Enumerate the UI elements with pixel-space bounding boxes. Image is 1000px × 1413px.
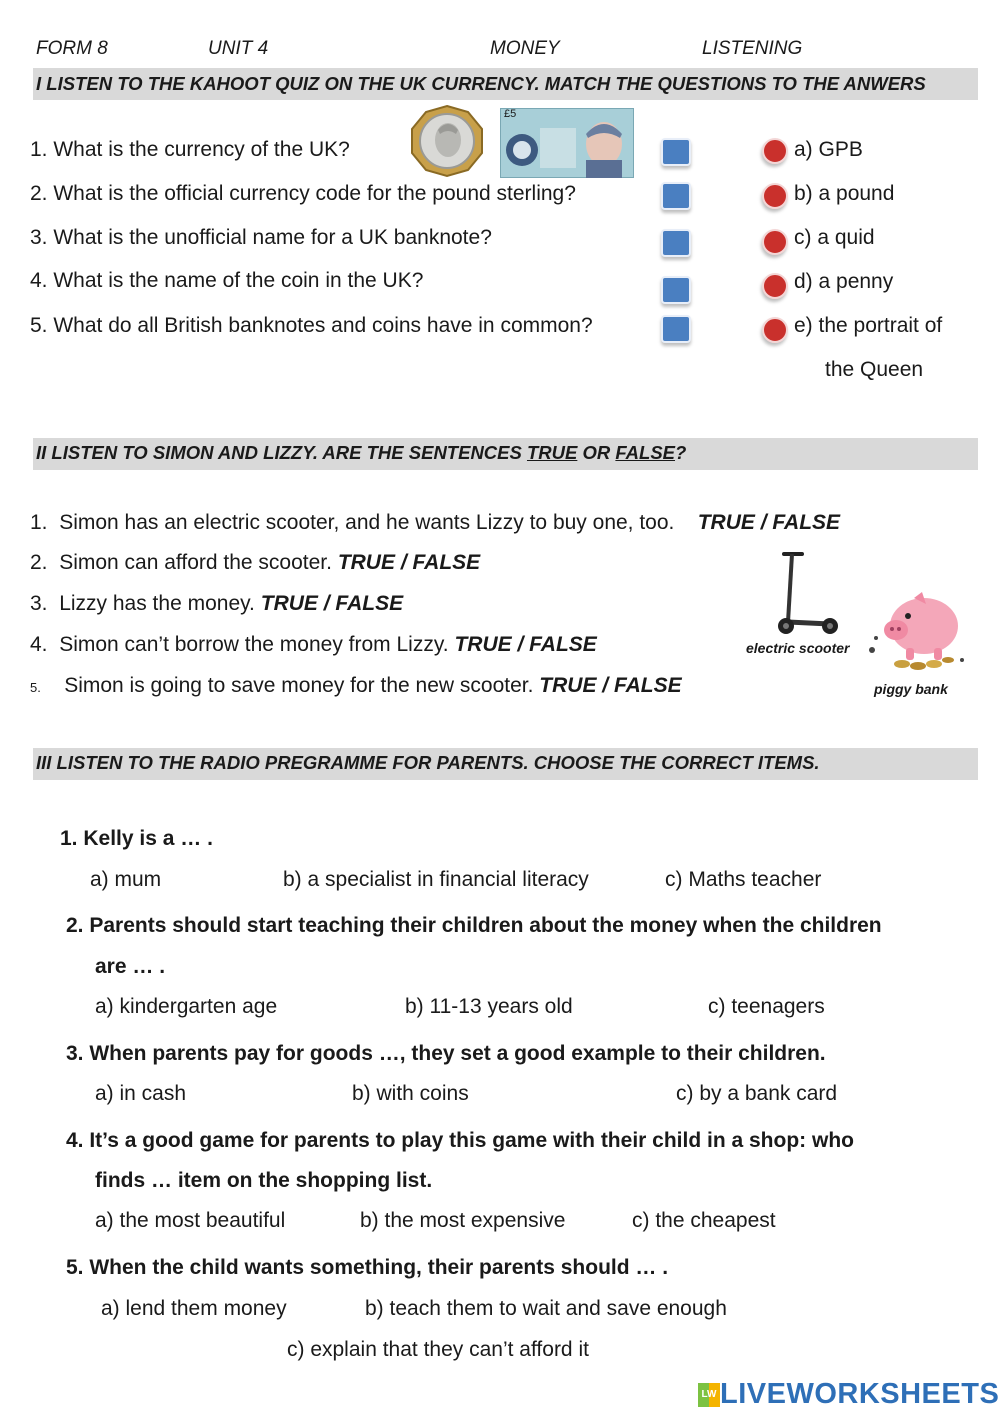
logo-badge-icon: LW (698, 1383, 720, 1407)
tf-statement-5: 5. Simon is going to save money for the new scooter. TRUE / FALSE (30, 674, 682, 697)
mc-q4-option-b[interactable]: b) the most expensive (360, 1209, 566, 1232)
tf-statement-1: 1. Simon has an electric scooter, and he wants Lizzy to buy one, too. TRUE / FALSE (30, 511, 841, 534)
mc-q5-option-c[interactable]: c) explain that they can’t afford it (287, 1338, 589, 1361)
tf-choice-2[interactable]: TRUE / FALSE (337, 551, 481, 574)
match-question-2: 2. What is the official currency code for the pound sterling? (30, 182, 576, 205)
unit-label: UNIT 4 (208, 38, 269, 59)
mc-q2-option-b[interactable]: b) 11-13 years old (405, 995, 573, 1018)
tf-choice-4[interactable]: TRUE / FALSE (454, 633, 597, 656)
mc-q1-option-b[interactable]: b) a specialist in financial literacy (283, 868, 589, 891)
match-dot-b[interactable] (762, 183, 788, 209)
tf-statement-4: 4. Simon can’t borrow the money from Lizzy. TRUE / FALSE (30, 633, 597, 656)
match-box-5[interactable] (661, 315, 691, 343)
note-denomination: £5 (504, 108, 517, 120)
mc-question-4-continued: finds … item on the shopping list. (95, 1169, 433, 1192)
tf-statement-3: 3. Lizzy has the money. TRUE / FALSE (30, 592, 404, 615)
mc-q3-option-a[interactable]: a) in cash (95, 1082, 187, 1105)
match-box-3[interactable] (661, 229, 691, 257)
mc-q1-option-a[interactable]: a) mum (90, 868, 162, 891)
electric-scooter-image (772, 550, 842, 636)
mc-q5-option-b[interactable]: b) teach them to wait and save enough (365, 1297, 727, 1320)
mc-q4-option-c[interactable]: c) the cheapest (632, 1209, 776, 1232)
match-answer-e-continued: the Queen (825, 358, 924, 381)
match-answer-a: a) GPB (794, 138, 863, 161)
section1-title: I LISTEN TO THE KAHOOT QUIZ ON THE UK CURRENCY. MATCH THE QUESTIONS TO THE ANWERS (36, 73, 926, 94)
logo-text: LIVEWORKSHEETS (720, 1378, 1000, 1410)
mc-q5-option-a[interactable]: a) lend them money (101, 1297, 287, 1320)
mc-question-5: 5. When the child wants something, their parents should … . (66, 1256, 669, 1279)
mc-question-4: 4. It’s a good game for parents to play this game with their child in a shop: who (66, 1129, 854, 1152)
tf-choice-3[interactable]: TRUE / FALSE (260, 592, 404, 615)
mc-q2-option-a[interactable]: a) kindergarten age (95, 995, 278, 1018)
mc-q2-option-c[interactable]: c) teenagers (708, 995, 825, 1018)
match-dot-c[interactable] (762, 229, 788, 255)
mc-q4-option-a[interactable]: a) the most beautiful (95, 1209, 286, 1232)
five-pound-note-image (500, 108, 634, 178)
form-label: FORM 8 (36, 38, 108, 59)
topic-label: MONEY (490, 38, 560, 59)
mc-question-2: 2. Parents should start teaching their children about the money when the children (66, 914, 882, 937)
match-dot-a[interactable] (762, 138, 788, 164)
match-dot-d[interactable] (762, 273, 788, 299)
match-question-5: 5. What do all British banknotes and coins have in common? (30, 314, 593, 337)
mc-question-1: 1. Kelly is a … . (60, 827, 213, 850)
mc-question-2-continued: are … . (95, 955, 166, 978)
match-box-2[interactable] (661, 182, 691, 210)
pound-coin-image (408, 104, 486, 178)
liveworksheets-logo (698, 1378, 999, 1411)
match-answer-c: c) a quid (794, 226, 875, 249)
match-answer-b: b) a pound (794, 182, 895, 205)
match-question-1: 1. What is the currency of the UK? (30, 138, 350, 161)
match-box-1[interactable] (661, 138, 691, 166)
mc-q1-option-c[interactable]: c) Maths teacher (665, 868, 822, 891)
piggy-bank-caption: piggy bank (874, 681, 948, 697)
tf-statement-2: 2. Simon can afford the scooter. TRUE / FALSE (30, 551, 481, 574)
mc-q3-option-b[interactable]: b) with coins (352, 1082, 469, 1105)
scooter-caption: electric scooter (746, 640, 850, 656)
match-question-4: 4. What is the name of the coin in the UK? (30, 269, 424, 292)
skill-label: LISTENING (702, 38, 803, 59)
match-question-3: 3. What is the unofficial name for a UK banknote? (30, 226, 492, 249)
match-answer-d: d) a penny (794, 270, 894, 293)
match-answer-e: e) the portrait of (794, 314, 943, 337)
section3-title: III LISTEN TO THE RADIO PREGRAMME FOR PARENTS. CHOOSE THE CORRECT ITEMS. (36, 752, 820, 773)
mc-q3-option-c[interactable]: c) by a bank card (676, 1082, 838, 1105)
match-dot-e[interactable] (762, 317, 788, 343)
tf-choice-5[interactable]: TRUE / FALSE (539, 674, 682, 697)
mc-question-3: 3. When parents pay for goods …, they set a good example to their children. (66, 1042, 826, 1065)
piggy-bank-image (862, 590, 966, 674)
tf-choice-1[interactable]: TRUE / FALSE (697, 511, 841, 534)
section2-title: II LISTEN TO SIMON AND LIZZY. ARE THE SENTENCES TRUE OR FALSE? (36, 442, 687, 463)
match-box-4[interactable] (661, 276, 691, 304)
